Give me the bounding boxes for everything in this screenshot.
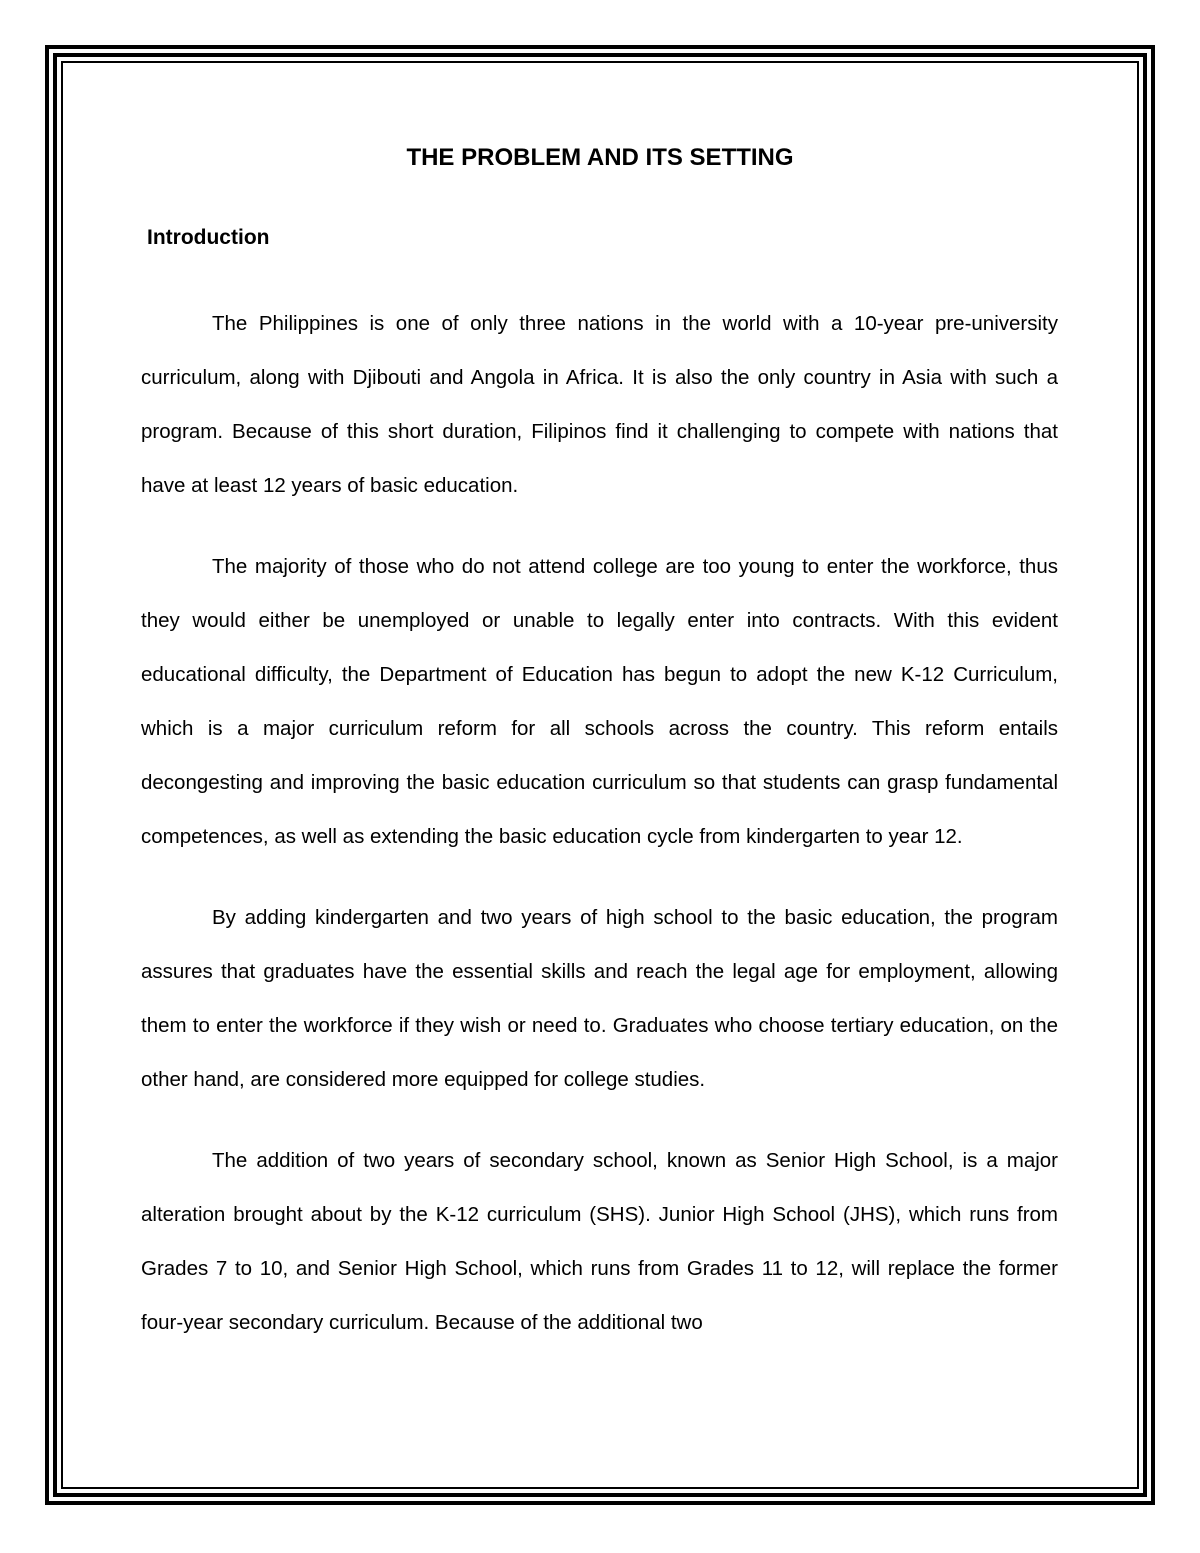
paragraph-4: The addition of two years of secondary school, known as Senior High School, is a major alteration brought about by the K-12 curriculum (SHS). Junior High School (JHS), which runs from Grades 7 to 10, and Senior High School, which runs from Grades 11 to 12, will replace the former four-year secondary curriculum. Because of the additional two — [141, 1149, 1058, 1334]
page-title: THE PROBLEM AND ITS SETTING — [406, 144, 794, 171]
body-text — [141, 297, 1058, 1350]
section-heading-introduction: Introduction — [147, 226, 270, 249]
paragraph-3: By adding kindergarten and two years of high school to the basic education, the program assures that graduates have the essential skills and reach the legal age for employment, allowing them to enter the workforce if they wish or need to. Graduates who choose tertiary education, on the other hand, are considered more equipped for college studies. — [141, 906, 1058, 1091]
paragraph-2: The majority of those who do not attend college are too young to enter the workforce, thus they would either be unemployed or unable to legally enter into contracts. With this evident educational difficulty, the Department of Education has begun to adopt the new K-12 Curriculum, which is a major curriculum reform for all schools across the country. This reform entails decongesting and improving the basic education curriculum so that students can grasp fundamental competences, as well as extending the basic education cycle from kindergarten to year 12. — [141, 555, 1058, 848]
paragraph-1: The Philippines is one of only three nations in the world with a 10-year pre-university curriculum, along with Djibouti and Angola in Africa. It is also the only country in Asia with such a program. Because of this short duration, Filipinos find it challenging to compete with nations that have at least 12 years of basic education. — [141, 312, 1058, 497]
